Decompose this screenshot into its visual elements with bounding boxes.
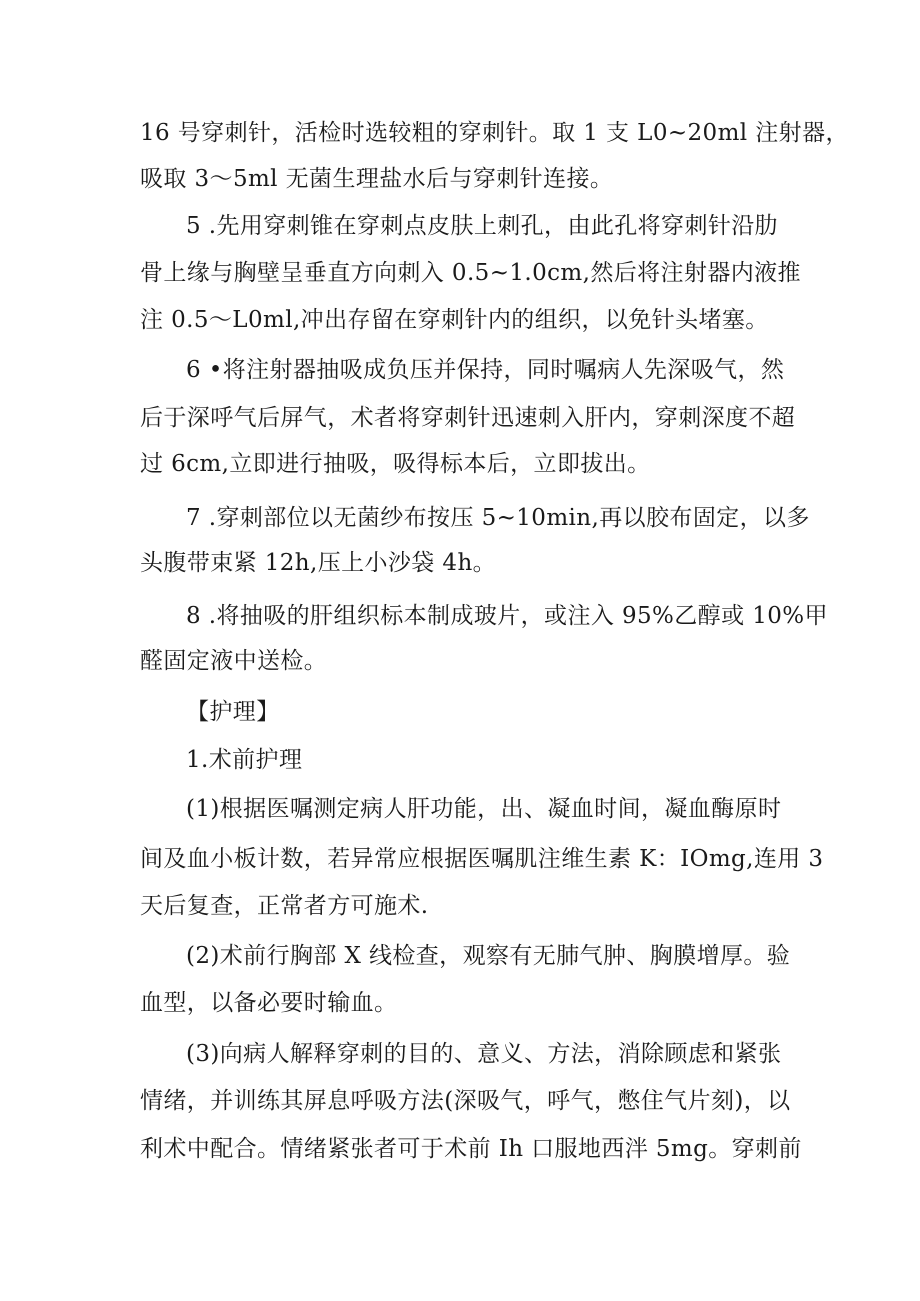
text-line: 醛固定液中送检。 [140, 648, 328, 674]
subsection-heading: 1.术前护理 [186, 747, 303, 773]
text-line: (3)向病人解释穿刺的目的、意义、方法，消除顾虑和紧张 [186, 1041, 782, 1067]
section-heading: 【护理】 [186, 699, 280, 725]
text-line: 8 .将抽吸的肝组织标本制成玻片，或注入 95%乙醇或 10%甲 [186, 603, 828, 629]
text-line: 利术中配合。情绪紧张者可于术前 Ih 口服地西泮 5mg。穿刺前 [140, 1136, 802, 1162]
text-line: 16 号穿刺针，活检时选较粗的穿刺针。取 1 支 L0~20ml 注射器， [140, 120, 849, 146]
text-line: 后于深呼气后屏气，术者将穿刺针迅速刺入肝内，穿刺深度不超 [140, 405, 796, 431]
text-line: 5 .先用穿刺锥在穿刺点皮肤上刺孔，由此孔将穿刺针沿肋 [186, 213, 779, 239]
text-line: 情绪，并训练其屏息呼吸方法(深吸气，呼气，憋住气片刻)，以 [140, 1088, 791, 1114]
text-line: 6 •将注射器抽吸成负压并保持，同时嘱病人先深吸气，然 [186, 357, 785, 383]
text-line: 天后复查，正常者方可施术. [140, 893, 429, 919]
text-line: 间及血小板计数，若异常应根据医嘱肌注维生素 K：IOmg,连用 3 [140, 846, 824, 872]
text-line: 骨上缘与胸壁呈垂直方向刺入 0.5~1.0cm,然后将注射器内液推 [140, 260, 801, 286]
text-line: 头腹带束紧 12h,压上小沙袋 4h。 [140, 550, 497, 576]
text-line: 注 0.5～L0ml,冲出存留在穿刺针内的组织，以免针头堵塞。 [140, 307, 769, 333]
text-line: (2)术前行胸部 X 线检查，观察有无肺气肿、胸膜增厚。验 [186, 943, 791, 969]
text-line: 血型，以备必要时输血。 [140, 990, 398, 1016]
text-line: 7 .穿刺部位以无菌纱布按压 5~10min,再以胶布固定，以多 [186, 505, 810, 531]
text-line: (1)根据医嘱测定病人肝功能，出、凝血时间，凝血酶原时 [186, 796, 782, 822]
text-line: 吸取 3～5ml 无菌生理盐水后与穿刺针连接。 [140, 166, 614, 192]
text-line: 过 6cm,立即进行抽吸，吸得标本后，立即拔出。 [140, 451, 651, 477]
